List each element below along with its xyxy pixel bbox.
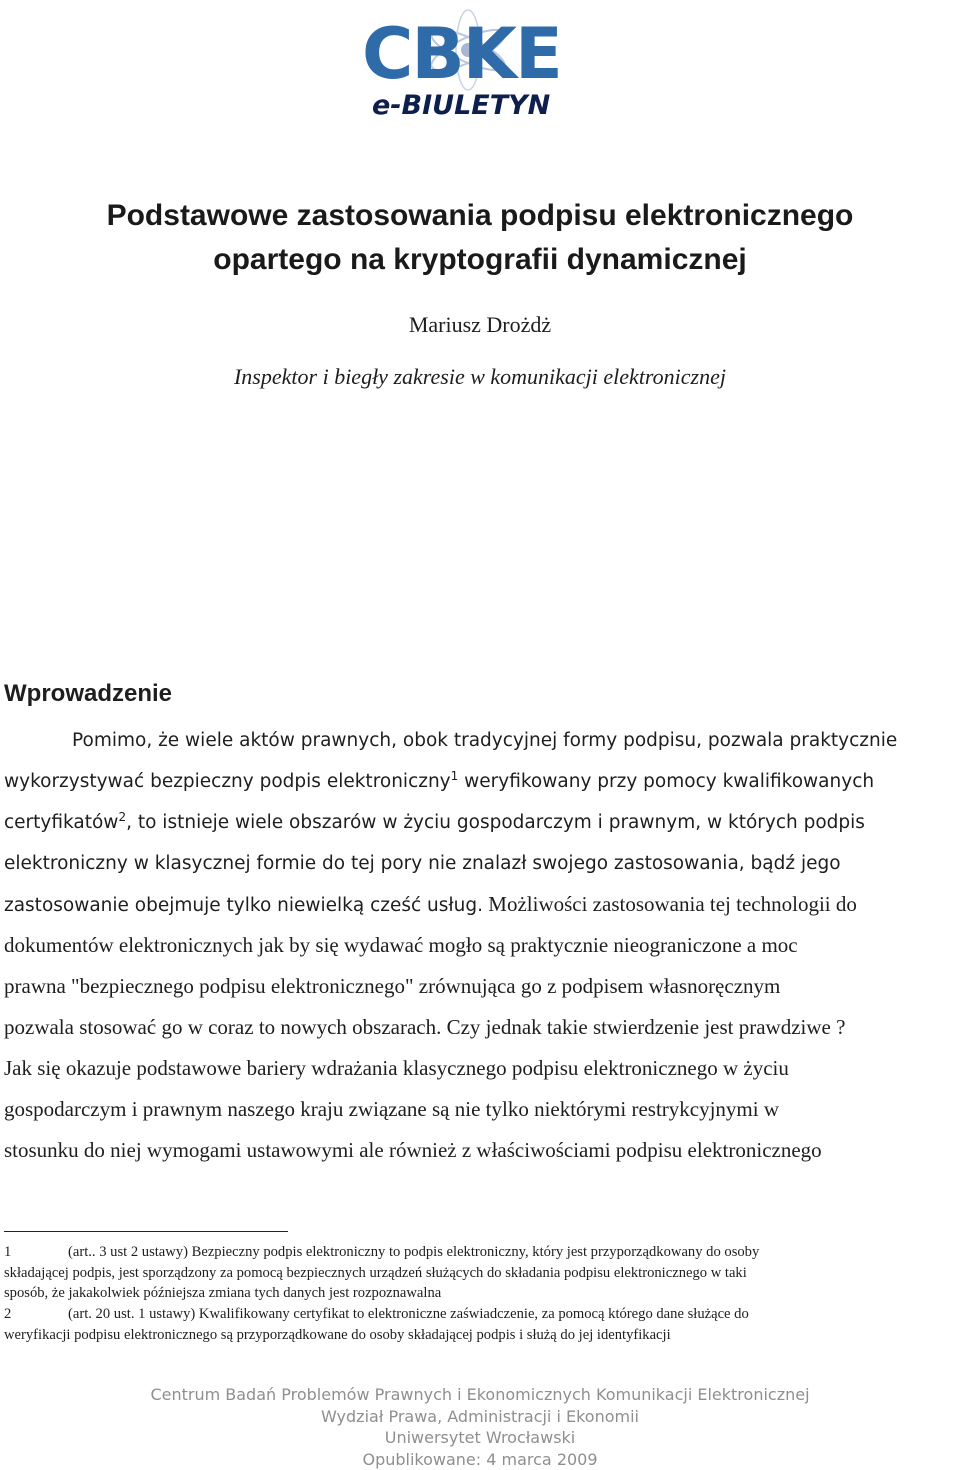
cbke-logo xyxy=(360,8,570,120)
footnote-text: (art.. 3 ust 2 ustawy) Bezpieczny podpis elektroniczny to podpis elektroniczny, który jest przyporządkowany do osoby xyxy=(68,1244,759,1260)
footnote-text: weryfikacji podpisu elektronicznego są przyporządkowane do osoby składającej podpis i służą do jej identyfikacji xyxy=(4,1325,958,1346)
footer-faculty: Wydział Prawa, Administracji i Ekonomii xyxy=(0,1406,960,1428)
paragraph-line: Jak się okazuje podstawowe bariery wdrażania klasycznego podpisu elektronicznego w życiu xyxy=(4,1048,958,1089)
footnotes xyxy=(4,1242,958,1346)
paragraph-text: certyfikatów xyxy=(4,812,118,833)
paragraph-text: weryfikowany przy pomocy kwalifikowanych xyxy=(458,771,874,792)
paragraph-line: dokumentów elektronicznych jak by się wydawać mogło są praktycznie nieograniczone a moc xyxy=(4,925,958,966)
paragraph-line xyxy=(4,761,958,802)
footer-university: Uniwersytet Wrocławski xyxy=(0,1427,960,1449)
footnote-ref-1: 1 xyxy=(451,769,459,783)
paragraph-line: elektroniczny w klasycznej formie do tej pory nie znalazł swojego zastosowania, bądź jego xyxy=(4,843,958,884)
title-line-2: opartego na kryptografii dynamicznej xyxy=(0,238,960,282)
paragraph-text: wykorzystywać bezpieczny podpis elektroniczny xyxy=(4,771,451,792)
paragraph-line xyxy=(4,884,958,925)
footnote-text: składającej podpis, jest sporządzony za pomocą bezpiecznych urządzeń służących do składania podpisu elektronicznego w taki xyxy=(4,1263,958,1284)
footer-institution: Centrum Badań Problemów Prawnych i Ekonomicznych Komunikacji Elektronicznej xyxy=(0,1384,960,1406)
paragraph-line: stosunku do niej wymogami ustawowymi ale również z właściwościami podpisu elektronicznego xyxy=(4,1130,958,1171)
title-line-1: Podstawowe zastosowania podpisu elektronicznego xyxy=(0,194,960,238)
footnote-1 xyxy=(4,1242,958,1263)
paragraph-line: gospodarczym i prawnym naszego kraju związane są nie tylko niektórymi restrykcyjnymi w xyxy=(4,1089,958,1130)
logo-subtitle: e-BIULETYN xyxy=(372,90,551,120)
author-role: Inspektor i biegły zakresie w komunikacji elektronicznej xyxy=(0,364,960,390)
paragraph-line: pozwala stosować go w coraz to nowych obszarach. Czy jednak takie stwierdzenie jest prawdziwe ? xyxy=(4,1007,958,1048)
footnote-2 xyxy=(4,1304,958,1325)
paragraph-text: Możliwości zastosowania tej technologii do xyxy=(483,892,857,916)
footnote-text: (art. 20 ust. 1 ustawy) Kwalifikowany certyfikat to elektroniczne zaświadczenie, za pomocą którego dane służące do xyxy=(68,1306,749,1322)
paragraph-line: Pomimo, że wiele aktów prawnych, obok tradycyjnej formy podpisu, pozwala praktycznie xyxy=(4,720,958,761)
paragraph-text: , to istnieje wiele obszarów w życiu gospodarczym i prawnym, w których podpis xyxy=(126,812,865,833)
footnote-ref-2: 2 xyxy=(118,810,126,824)
paragraph-line: prawna "bezpiecznego podpisu elektronicznego" zrównująca go z podpisem własnoręcznym xyxy=(4,966,958,1007)
footer-published: Opublikowane: 4 marca 2009 xyxy=(0,1449,960,1470)
logo-letters: CBKE xyxy=(362,13,561,95)
author-name: Mariusz Drożdż xyxy=(0,312,960,338)
page-footer xyxy=(0,1384,960,1470)
footnote-separator xyxy=(4,1231,288,1232)
section-heading: Wprowadzenie xyxy=(4,680,172,708)
footnote-number: 2 xyxy=(4,1304,68,1325)
document-title xyxy=(0,194,960,282)
paragraph-text: zastosowanie obejmuje tylko niewielką cześć usług. xyxy=(4,895,483,916)
body-paragraph xyxy=(4,720,958,1171)
footnote-number: 1 xyxy=(4,1242,68,1263)
footnote-text: sposób, że jakakolwiek późniejsza zmiana tych danych jest rozpoznawalna xyxy=(4,1283,958,1304)
paragraph-line xyxy=(4,802,958,843)
cbke-logo-graphic xyxy=(360,8,570,120)
